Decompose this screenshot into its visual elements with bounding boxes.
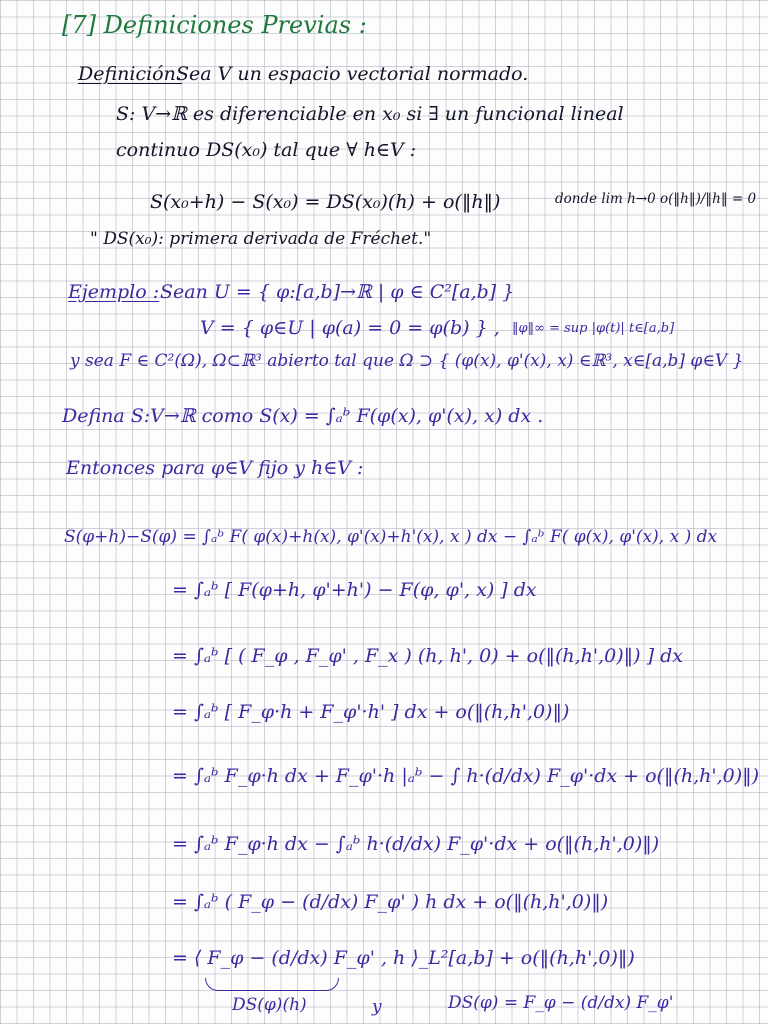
derivation-step-5: = ∫ₐᵇ F_φ·h dx + F_φ'·h |ₐᵇ − ∫ h·(d/dx) F_φ'·dx + o(‖(h,h',0)‖) [172, 765, 760, 787]
derivation-step-2: = ∫ₐᵇ [ F(φ+h, φ'+h') − F(φ, φ', x) ] dx [172, 579, 537, 601]
example-line-3: y sea F ∈ C²(Ω), Ω⊂ℝ³ abierto tal que Ω ⊃ { (φ(x), φ'(x), x) ∈ℝ³, x∈[a,b] φ∈V } [70, 351, 744, 371]
brace-label: DS(φ)(h) [232, 995, 307, 1015]
example-line-1: Sean U = { φ:[a,b]→ℝ | φ ∈ C²[a,b] } [160, 281, 515, 303]
page-title: [7] Definiciones Previas : [62, 11, 367, 39]
example-line-2: V = { φ∈U | φ(a) = 0 = φ(b) } , [200, 317, 500, 339]
derivation-step-6: = ∫ₐᵇ F_φ·h dx − ∫ₐᵇ h·(d/dx) F_φ'·dx + o(‖(h,h',0)‖) [172, 833, 660, 855]
derivation-step-7: = ∫ₐᵇ ( F_φ − (d/dx) F_φ' ) h dx + o(‖(h,h',0)‖) [172, 891, 609, 913]
definition-label: Definición. [78, 63, 182, 85]
conclusion-and: y [372, 997, 382, 1017]
derivation-step-3: = ∫ₐᵇ [ ( F_φ , F_φ' , F_x ) (h, h', 0) + o(‖(h,h',0)‖) ] dx [172, 645, 683, 667]
underbrace [205, 978, 339, 991]
sup-norm: ‖φ‖∞ = sup |φ(t)| t∈[a,b] [512, 321, 675, 336]
frechet-note: " DS(x₀): primera derivada de Fréchet." [90, 229, 432, 249]
derivation-step-1: S(φ+h)−S(φ) = ∫ₐᵇ F( φ(x)+h(x), φ'(x)+h'(x), x ) dx − ∫ₐᵇ F( φ(x), φ'(x), x ) dx [64, 527, 718, 547]
conclusion-formula: DS(φ) = F_φ − (d/dx) F_φ' [448, 993, 674, 1013]
definition-line-2: S: V→ℝ es diferenciable en x₀ si ∃ un funcional lineal [116, 103, 624, 125]
example-line-4: Defina S:V→ℝ como S(x) = ∫ₐᵇ F(φ(x), φ'(x), x) dx . [62, 405, 544, 427]
example-line-5: Entonces para φ∈V fijo y h∈V : [66, 457, 364, 479]
frechet-formula: S(x₀+h) − S(x₀) = DS(x₀)(h) + o(‖h‖) [150, 191, 501, 213]
example-label: Ejemplo : [68, 281, 160, 303]
definition-line-3: continuo DS(x₀) tal que ∀ h∈V : [116, 139, 417, 161]
derivation-step-8: = ⟨ F_φ − (d/dx) F_φ' , h ⟩_L²[a,b] + o(‖(h,h',0)‖) [172, 947, 635, 969]
definition-line-1: Sea V un espacio vectorial normado. [176, 63, 529, 85]
derivation-step-4: = ∫ₐᵇ [ F_φ·h + F_φ'·h' ] dx + o(‖(h,h',0)‖) [172, 701, 570, 723]
limit-condition: donde lim h→0 o(‖h‖)/‖h‖ = 0 [555, 191, 757, 207]
